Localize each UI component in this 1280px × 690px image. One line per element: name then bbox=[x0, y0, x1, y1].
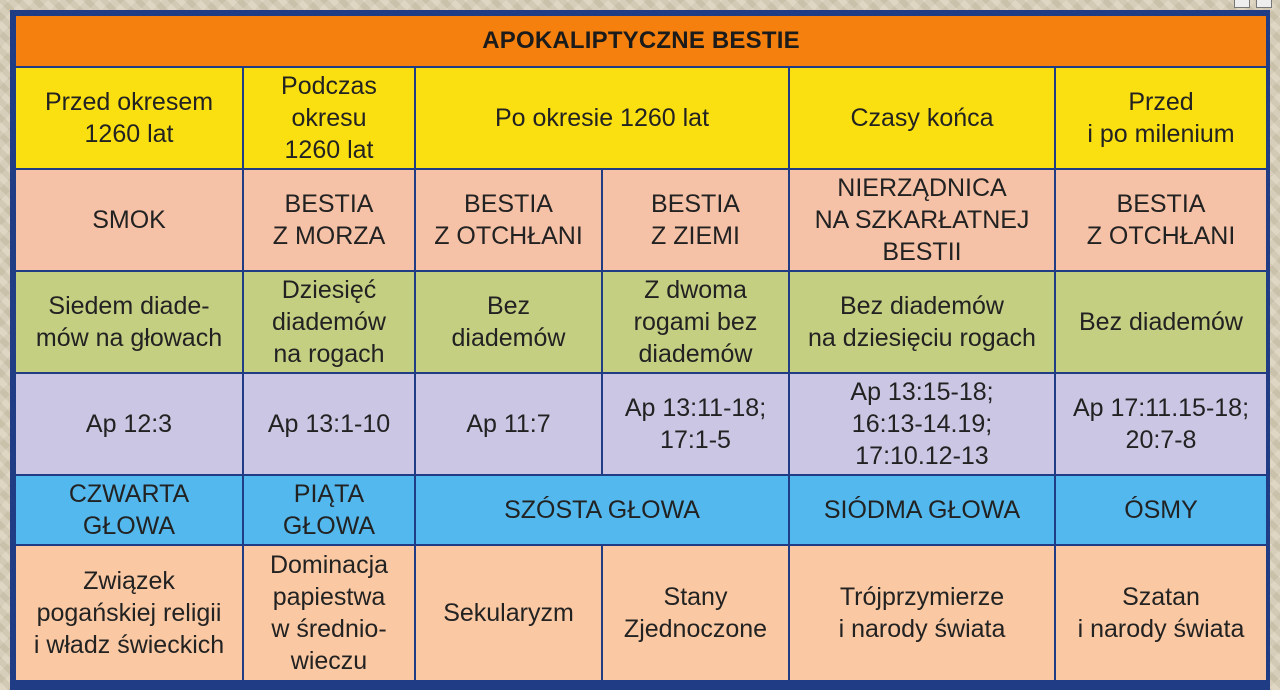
beast-row bbox=[15, 169, 1267, 271]
window-close-icon[interactable] bbox=[1256, 0, 1272, 8]
description-cell: Stany Zjednoczone bbox=[602, 545, 789, 681]
head-cell: ÓSMY bbox=[1055, 475, 1267, 545]
period-cell: Podczas okresu 1260 lat bbox=[243, 67, 415, 169]
beast-cell: SMOK bbox=[15, 169, 243, 271]
reference-cell: Ap 17:11.15-18; 20:7-8 bbox=[1055, 373, 1267, 475]
period-row bbox=[15, 67, 1267, 169]
period-cell: Po okresie 1260 lat bbox=[415, 67, 789, 169]
reference-row bbox=[15, 373, 1267, 475]
head-cell: SZÓSTA GŁOWA bbox=[415, 475, 789, 545]
head-cell: CZWARTA GŁOWA bbox=[15, 475, 243, 545]
head-cell: PIĄTA GŁOWA bbox=[243, 475, 415, 545]
reference-cell: Ap 12:3 bbox=[15, 373, 243, 475]
title-row bbox=[15, 15, 1267, 67]
reference-cell: Ap 13:11-18; 17:1-5 bbox=[602, 373, 789, 475]
diadem-cell: Siedem diade- mów na głowach bbox=[15, 271, 243, 373]
diadem-cell: Bez diademów bbox=[415, 271, 602, 373]
head-cell: SIÓDMA GŁOWA bbox=[789, 475, 1055, 545]
beasts-table bbox=[14, 14, 1268, 682]
period-cell: Czasy końca bbox=[789, 67, 1055, 169]
description-cell: Szatan i narody świata bbox=[1055, 545, 1267, 681]
diadem-row bbox=[15, 271, 1267, 373]
diadem-cell: Dziesięć diademów na rogach bbox=[243, 271, 415, 373]
beast-cell: BESTIA Z OTCHŁANI bbox=[1055, 169, 1267, 271]
beast-cell: BESTIA Z ZIEMI bbox=[602, 169, 789, 271]
description-cell: Sekularyzm bbox=[415, 545, 602, 681]
table-frame bbox=[10, 10, 1270, 690]
reference-cell: Ap 11:7 bbox=[415, 373, 602, 475]
beast-cell: BESTIA Z MORZA bbox=[243, 169, 415, 271]
description-cell: Dominacja papiestwa w średnio- wieczu bbox=[243, 545, 415, 681]
period-cell: Przed okresem 1260 lat bbox=[15, 67, 243, 169]
window-restore-icon[interactable] bbox=[1234, 0, 1250, 8]
beast-cell: BESTIA Z OTCHŁANI bbox=[415, 169, 602, 271]
table-title: APOKALIPTYCZNE BESTIE bbox=[15, 15, 1267, 67]
window-icons bbox=[1234, 0, 1272, 8]
head-row bbox=[15, 475, 1267, 545]
description-row bbox=[15, 545, 1267, 681]
reference-cell: Ap 13:1-10 bbox=[243, 373, 415, 475]
diadem-cell: Bez diademów na dziesięciu rogach bbox=[789, 271, 1055, 373]
period-cell: Przed i po milenium bbox=[1055, 67, 1267, 169]
reference-cell: Ap 13:15-18; 16:13-14.19; 17:10.12-13 bbox=[789, 373, 1055, 475]
diadem-cell: Z dwoma rogami bez diademów bbox=[602, 271, 789, 373]
diadem-cell: Bez diademów bbox=[1055, 271, 1267, 373]
beast-cell: NIERZĄDNICA NA SZKARŁATNEJ BESTII bbox=[789, 169, 1055, 271]
description-cell: Związek pogańskiej religii i władz świeckich bbox=[15, 545, 243, 681]
description-cell: Trójprzymierze i narody świata bbox=[789, 545, 1055, 681]
